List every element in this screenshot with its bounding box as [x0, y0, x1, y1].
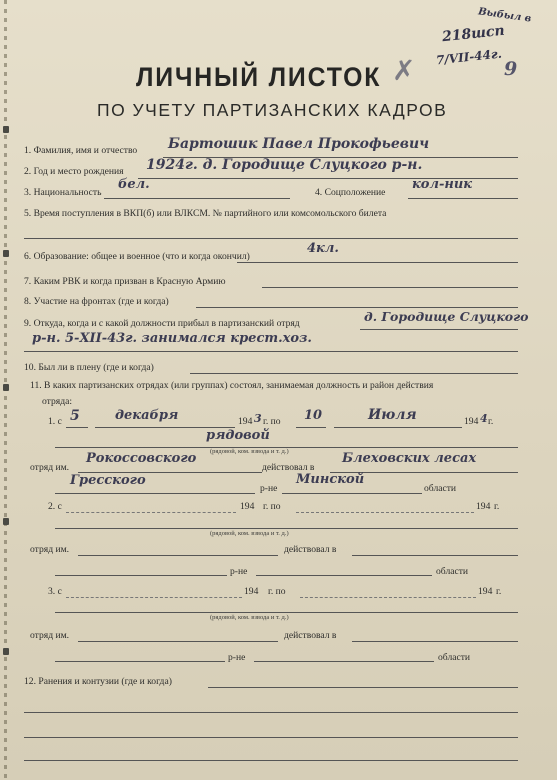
service-2-rne: р-не	[230, 566, 248, 577]
field-11-label: 11. В каких партизанских отрядах (или группах) состоял, занимаемая должность и район действия	[30, 380, 434, 391]
service-2-year-to: 194	[476, 501, 491, 512]
binding-mark	[3, 250, 9, 257]
service-3-otryad-label: отряд им.	[30, 630, 70, 641]
field-12-line-3	[24, 737, 518, 738]
page-subtitle: ПО УЧЕТУ ПАРТИЗАНСКИХ КАДРОВ	[97, 100, 448, 120]
service-1-month-to: Июля	[368, 407, 417, 423]
field-9-value-1: д. Городище Слуцкого	[364, 309, 529, 324]
service-1-oblast: Минской	[296, 472, 365, 487]
service-1-place: Блеховских лесах	[342, 451, 477, 466]
field-1-value: Бартошик Павел Прокофьевич	[168, 136, 430, 152]
binding-mark	[3, 126, 9, 133]
service-1-day-line	[66, 427, 88, 428]
field-6-label: 6. Образование: общее и военное (что и когда окончил)	[24, 251, 250, 262]
service-3-rne: р-не	[228, 652, 246, 663]
field-10-label: 10. Был ли в плену (где и когда)	[24, 362, 154, 373]
field-5-label: 5. Время поступления в ВКП(б) или ВЛКСМ. № партийного или комсомольского билета	[24, 208, 387, 219]
field-4-value: кол-ник	[412, 177, 473, 192]
field-12-line-2	[24, 712, 518, 713]
service-1-num: 1. с	[48, 416, 62, 427]
service-3-place-line	[352, 641, 518, 642]
service-2-deistvoval: действовал в	[284, 544, 337, 555]
service-2-otryad-label: отряд им.	[30, 544, 70, 555]
service-2-to-line	[296, 512, 474, 513]
service-1-month: декабря	[115, 408, 179, 423]
service-1-year-from: 194	[238, 416, 253, 427]
page-number: 9	[504, 58, 518, 80]
field-3-label: 3. Национальность	[24, 187, 102, 198]
binding-mark	[3, 648, 9, 655]
corner-note-line2: 218шсп	[441, 22, 506, 46]
service-1-day-to: 10	[304, 408, 323, 423]
page-title: ЛИЧНЫЙ ЛИСТОК	[136, 62, 382, 92]
field-12-line	[208, 687, 518, 688]
service-2-raion-line	[55, 575, 227, 576]
service-2-g: г.	[494, 501, 500, 512]
service-1-raion-line	[55, 493, 255, 494]
service-3-num: 3. с	[48, 586, 62, 597]
service-3-oblasti: области	[438, 652, 471, 663]
service-1-rne: р-не	[260, 483, 278, 494]
field-11-label-2: отряда:	[42, 396, 72, 407]
service-1-oblast-line	[282, 493, 422, 494]
field-4-line	[408, 198, 518, 199]
field-9-label: 9. Откуда, когда и с какой должности прибыл в партизанский отряд	[24, 318, 300, 329]
field-1-label: 1. Фамилия, имя и отчество	[24, 145, 138, 156]
service-1-g: г.	[488, 416, 494, 427]
field-9-line-1	[360, 329, 518, 330]
field-6-value: 4кл.	[307, 241, 339, 256]
service-3-g: г.	[496, 586, 502, 597]
service-3-year-to: 194	[478, 586, 493, 597]
field-5-line	[24, 238, 518, 239]
service-1-otryad: Рокоссовского	[86, 451, 197, 466]
service-3-to-line	[300, 597, 476, 598]
field-7-line	[262, 287, 518, 288]
service-3-position-line	[55, 612, 518, 613]
service-1-month-to-line	[334, 427, 462, 428]
service-2-from-line	[66, 512, 236, 513]
service-1-oblasti: области	[424, 483, 457, 494]
corner-note-line3: 7/VII-44г.	[435, 46, 503, 68]
service-3-deistvoval: действовал в	[284, 630, 337, 641]
service-1-year-from-hw: 3	[254, 412, 262, 425]
x-mark-icon: ✗	[392, 54, 416, 87]
service-2-otryad-line	[78, 555, 278, 556]
field-9-line-2	[24, 351, 518, 352]
binding-mark	[3, 384, 9, 391]
field-3-value: бел.	[118, 177, 150, 192]
service-2-oblasti: области	[436, 566, 469, 577]
field-8-label: 8. Участие на фронтах (где и когда)	[24, 296, 169, 307]
service-3-oblast-line	[254, 661, 434, 662]
service-1-position-hint: (рядовой, ком. взвода и т. д.)	[210, 448, 289, 455]
service-3-po: г. по	[268, 586, 286, 597]
service-2-year-from: 194	[240, 501, 255, 512]
service-1-po: г. по	[263, 416, 281, 427]
field-2-label: 2. Год и место рождения	[24, 166, 124, 177]
service-1-raion: Гресского	[70, 473, 146, 488]
field-7-label: 7. Каким РВК и когда призван в Красную Армию	[24, 276, 226, 287]
field-12-label: 12. Ранения и контузии (где и когда)	[24, 676, 172, 687]
field-9-value-2: р-н. 5-XII-43г. занимался крест.хоз.	[32, 331, 312, 346]
service-3-otryad-line	[78, 641, 278, 642]
field-6-line	[237, 262, 518, 263]
service-2-position-line	[55, 528, 518, 529]
service-2-oblast-line	[256, 575, 432, 576]
field-3-line	[104, 198, 290, 199]
service-1-day-to-line	[296, 427, 326, 428]
service-1-year-to-hw: 4	[480, 412, 488, 425]
service-1-deistvoval: действовал в	[262, 462, 315, 473]
service-2-place-line	[352, 555, 518, 556]
service-3-position-hint: (рядовой, ком. взвода и т. д.)	[210, 614, 289, 621]
field-8-line	[196, 307, 518, 308]
service-2-num: 2. с	[48, 501, 62, 512]
field-2-value: 1924г. д. Городище Слуцкого р-н.	[146, 157, 423, 173]
service-3-from-line	[66, 597, 242, 598]
field-10-line	[190, 373, 518, 374]
service-1-year-to: 194	[464, 416, 479, 427]
field-4-label: 4. Соцположение	[315, 187, 386, 198]
service-1-otryad-label: отряд им.	[30, 462, 70, 473]
field-12-line-4	[24, 760, 518, 761]
service-3-year-from: 194	[244, 586, 259, 597]
binding-mark	[3, 518, 9, 525]
corner-note-line1: Выбыл в	[477, 6, 532, 25]
service-3-raion-line	[55, 661, 225, 662]
service-2-po: г. по	[263, 501, 281, 512]
service-1-position: рядовой	[206, 428, 270, 443]
service-1-day: 5	[70, 408, 80, 424]
service-2-position-hint: (рядовой, ком. взвода и т. д.)	[210, 530, 289, 537]
